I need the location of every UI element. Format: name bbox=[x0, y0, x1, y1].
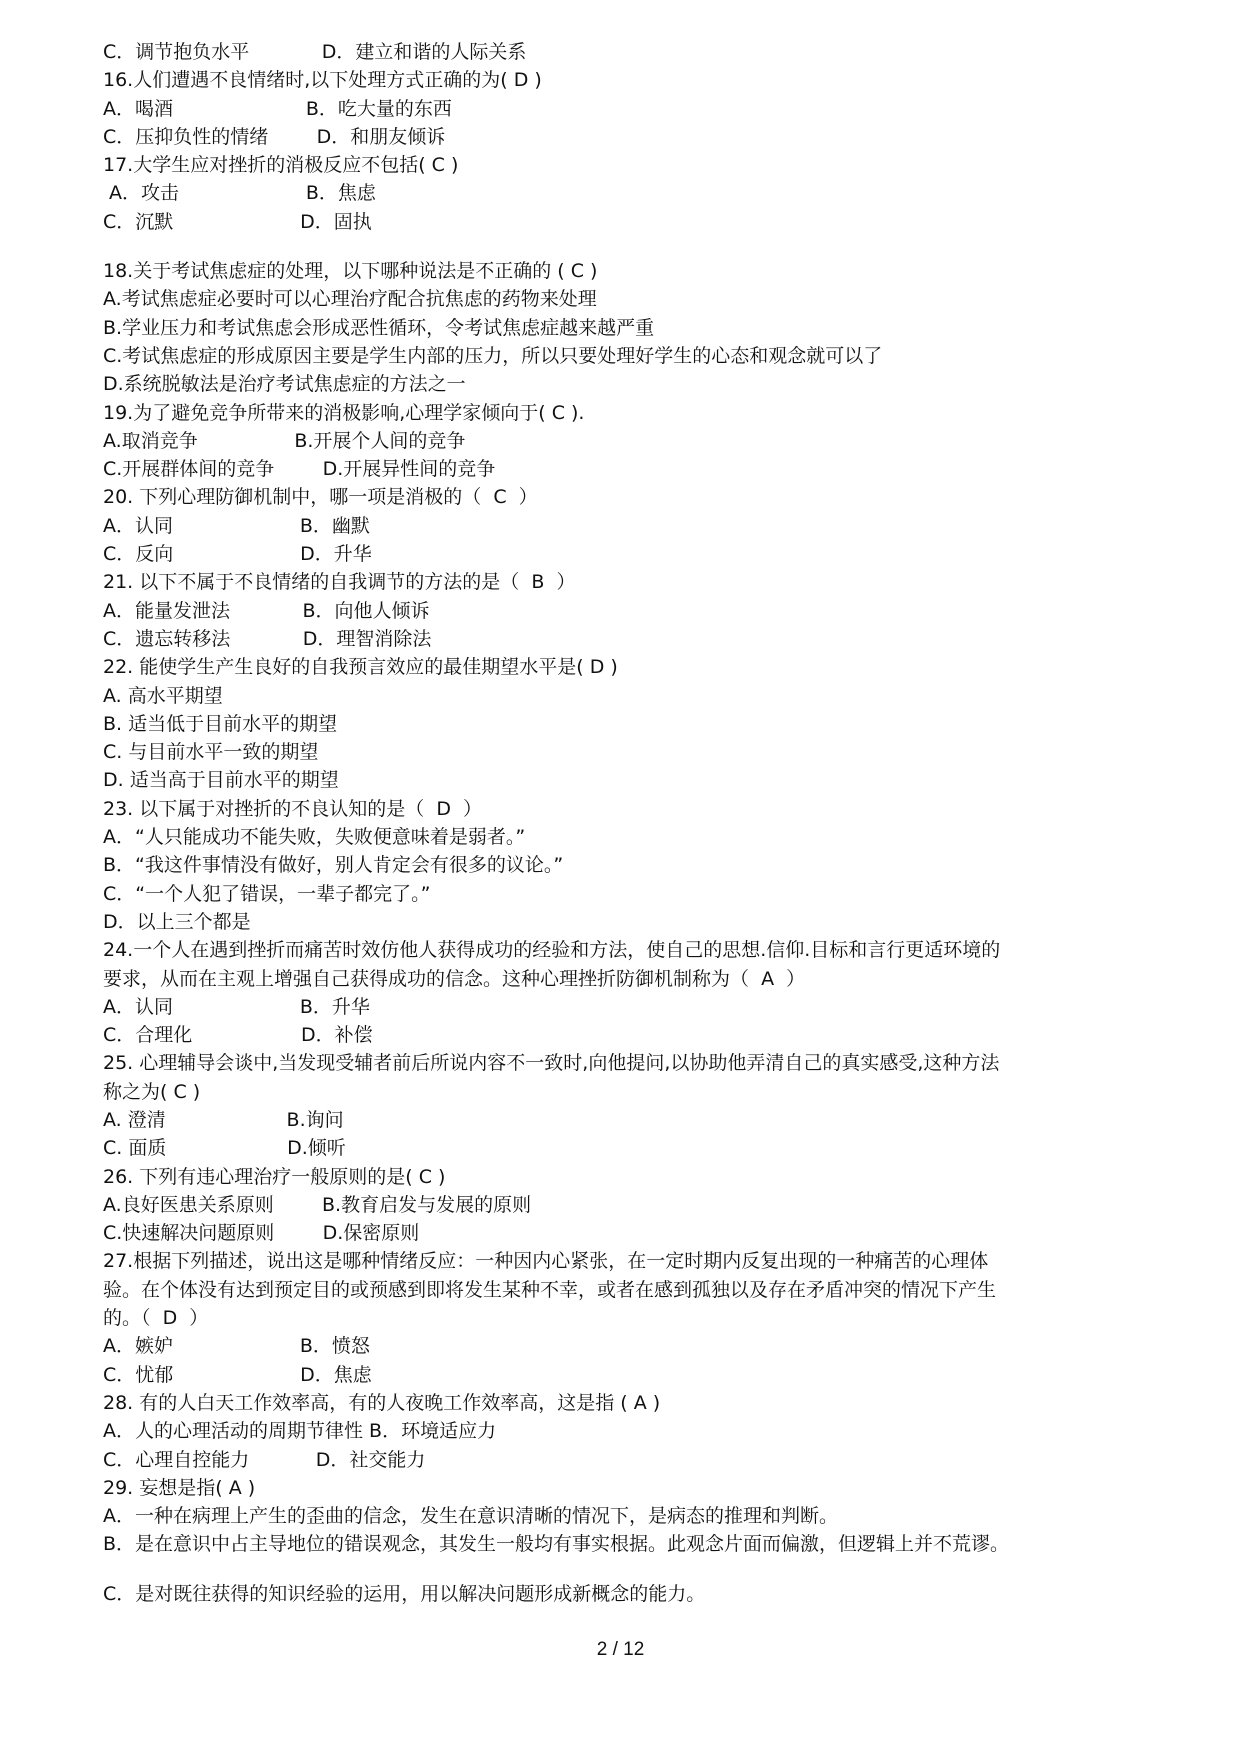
text-line: D.系统脱敏法是治疗考试焦虑症的方法之一 bbox=[103, 373, 466, 396]
text-line: 验。在个体没有达到预定目的或预感到即将发生某种不幸，或者在感到孤独以及存在矛盾冲突的情况下产生 bbox=[103, 1278, 997, 1301]
text-line: A．一种在病理上产生的歪曲的信念，发生在意识清晰的情况下，是病态的推理和判断。 bbox=[103, 1505, 838, 1528]
text-line: A. 高水平期望 bbox=[103, 684, 223, 707]
text-line: 23. 以下属于对挫折的不良认知的是（ D ） bbox=[103, 797, 483, 820]
text-line: 21. 以下不属于不良情绪的自我调节的方法的是（ B ） bbox=[103, 571, 576, 594]
blank-line bbox=[103, 236, 1163, 257]
text-line: A.良好医患关系原则 B.教育启发与发展的原则 bbox=[103, 1193, 532, 1216]
text-line: C.快速解决问题原则 D.保密原则 bbox=[103, 1222, 420, 1245]
text-line: C．压抑负性的情绪 D．和朋友倾诉 bbox=[103, 125, 446, 148]
text-line: A．喝酒 B．吃大量的东西 bbox=[103, 97, 452, 120]
text-line: 22. 能使学生产生良好的自我预言效应的最佳期望水平是( D ) bbox=[103, 656, 618, 679]
text-line: A. 澄清 B.询问 bbox=[103, 1108, 344, 1131]
text-line: C.开展群体间的竞争 D.开展异性间的竞争 bbox=[103, 458, 496, 481]
text-line: A.取消竞争 B.开展个人间的竞争 bbox=[103, 429, 466, 452]
text-line: 17.大学生应对挫折的消极反应不包括( C ) bbox=[103, 154, 459, 177]
text-line: C．忧郁 D．焦虑 bbox=[103, 1363, 372, 1386]
text-line: C. 与目前水平一致的期望 bbox=[103, 741, 319, 764]
text-line: C. 面质 D.倾听 bbox=[103, 1137, 346, 1160]
text-line: 26. 下列有违心理治疗一般原则的是( C ) bbox=[103, 1165, 446, 1188]
text-line: C．心理自控能力 D．社交能力 bbox=[103, 1448, 426, 1471]
text-line: A．“人只能成功不能失败，失败便意味着是弱者。” bbox=[103, 826, 526, 849]
text-line: A.考试焦虑症必要时可以心理治疗配合抗焦虑的药物来处理 bbox=[103, 288, 597, 311]
text-line: A．攻击 B．焦虑 bbox=[103, 182, 376, 205]
text-line: B. 适当低于目前水平的期望 bbox=[103, 712, 338, 735]
text-line: C．合理化 D．补偿 bbox=[103, 1024, 373, 1047]
text-line: 19.为了避免竞争所带来的消极影响,心理学家倾向于( C ). bbox=[103, 401, 585, 424]
text-line: A．认同 B．升华 bbox=[103, 995, 370, 1018]
text-line: 的。（ D ） bbox=[103, 1307, 209, 1330]
text-line: 27.根据下列描述，说出这是哪种情绪反应：一种因内心紧张，在一定时期内反复出现的一种痛苦的心理体 bbox=[103, 1250, 989, 1273]
text-line: C．“一个人犯了错误，一辈子都完了。” bbox=[103, 882, 431, 905]
text-line: C．遗忘转移法 D．理智消除法 bbox=[103, 627, 432, 650]
text-line: A．人的心理活动的周期节律性 B．环境适应力 bbox=[103, 1420, 497, 1443]
text-line: C．沉默 D．固执 bbox=[103, 210, 372, 233]
text-line: 29. 妄想是指( A ) bbox=[103, 1476, 256, 1499]
text-line: 18.关于考试焦虑症的处理，以下哪种说法是不正确的 ( C ) bbox=[103, 260, 598, 283]
text-line: C．调节抱负水平 D．建立和谐的人际关系 bbox=[103, 41, 527, 63]
text-line: D．以上三个都是 bbox=[103, 910, 251, 933]
text-line: 24.一个人在遇到挫折而痛苦时效仿他人获得成功的经验和方法，使自己的思想.信仰.目标和言行更适环境的 bbox=[103, 939, 1001, 962]
text-line: 要求，从而在主观上增强自己获得成功的信念。这种心理挫折防御机制称为（ A ） bbox=[103, 967, 806, 990]
blank-line bbox=[103, 1559, 1163, 1580]
text-line: C.考试焦虑症的形成原因主要是学生内部的压力，所以只要处理好学生的心态和观念就可以了 bbox=[103, 344, 883, 367]
text-line: C．是对既往获得的知识经验的运用，用以解决问题形成新概念的能力。 bbox=[103, 1582, 706, 1605]
text-line: C．反向 D．升华 bbox=[103, 543, 372, 566]
text-line: B．是在意识中占主导地位的错误观念，其发生一般均有事实根据。此观念片面而偏激，但逻辑上并不荒谬。 bbox=[103, 1533, 1010, 1556]
text-line: 16.人们遭遇不良情绪时,以下处理方式正确的为( D ) bbox=[103, 69, 542, 92]
text-line: A．嫉妒 B．愤怒 bbox=[103, 1335, 370, 1358]
page-number: 2 / 12 bbox=[596, 1639, 645, 1660]
text-line: A．认同 B．幽默 bbox=[103, 514, 370, 537]
text-line: D. 适当高于目前水平的期望 bbox=[103, 769, 339, 792]
text-line: 20. 下列心理防御机制中，哪一项是消极的（ C ） bbox=[103, 486, 538, 509]
document-body bbox=[103, 38, 1163, 1608]
text-line: 25. 心理辅导会谈中,当发现受辅者前后所说内容不一致时,向他提问,以协助他弄清自己的真实感受,这种方法 bbox=[103, 1052, 1000, 1075]
text-line: A．能量发泄法 B．向他人倾诉 bbox=[103, 599, 430, 622]
text-line: 称之为( C ) bbox=[103, 1080, 201, 1103]
text-line: B．“我这件事情没有做好，别人肯定会有很多的议论。” bbox=[103, 854, 564, 877]
text-line: B.学业压力和考试焦虑会形成恶性循环，令考试焦虑症越来越严重 bbox=[103, 316, 655, 339]
text-line: 28. 有的人白天工作效率高，有的人夜晚工作效率高，这是指 ( A ) bbox=[103, 1391, 661, 1414]
